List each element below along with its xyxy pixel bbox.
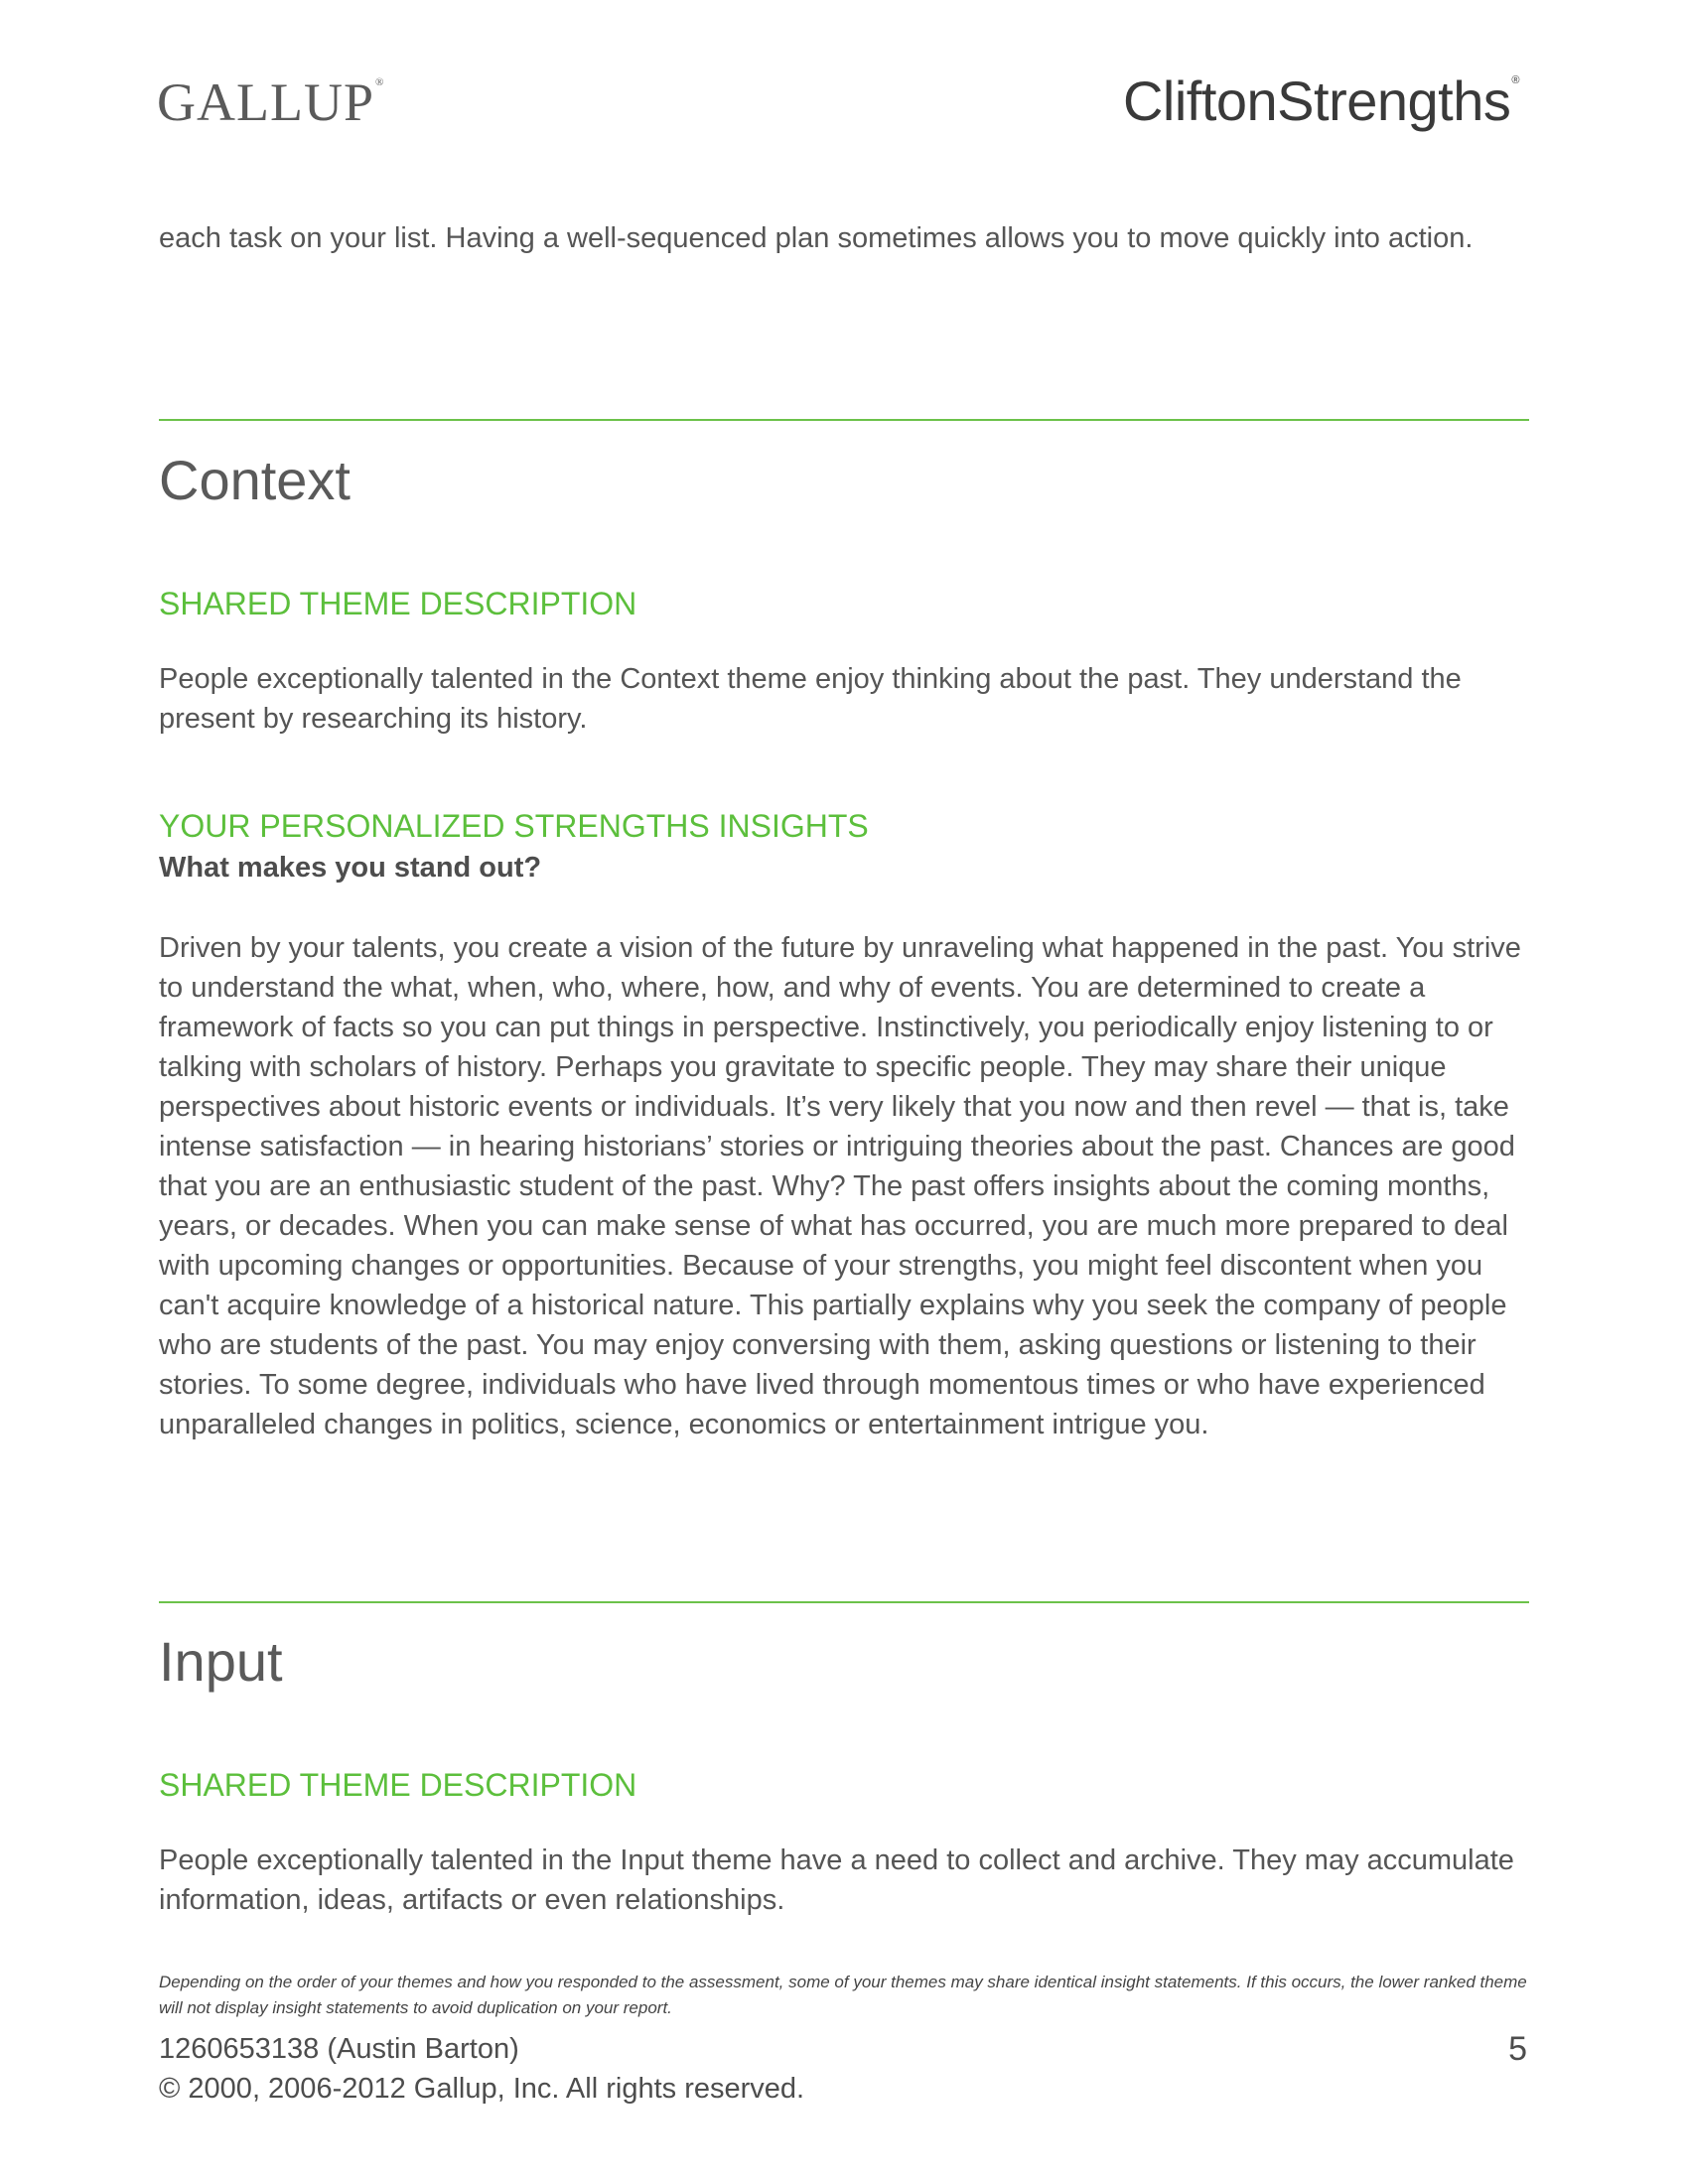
continuation-text: each task on your list. Having a well-sequenced plan sometimes allows you to move quickly into action.	[159, 222, 1474, 254]
page-number: 5	[1508, 2030, 1527, 2068]
context-shared-heading: SHARED THEME DESCRIPTION	[159, 586, 637, 621]
footnote: Depending on the order of your themes and how you responded to the assessment, some of your themes may share identical insight statements. If this occurs, the lower ranked theme will not display insight statements to avoid duplication on your report.	[159, 1973, 1527, 2017]
input-shared-text: People exceptionally talented in the Input theme have a need to collect and archive. They may accumulate information, ideas, artifacts or even relationships.	[159, 1844, 1514, 1916]
cliftonstrengths-logo: CliftonStrengths®	[1122, 69, 1519, 132]
input-shared-heading: SHARED THEME DESCRIPTION	[159, 1767, 637, 1803]
footer-user-id: 1260653138 (Austin Barton)	[159, 2033, 519, 2065]
context-question: What makes you stand out?	[159, 852, 542, 884]
context-title: Context	[159, 449, 351, 511]
input-title: Input	[159, 1630, 283, 1693]
footer-copyright: © 2000, 2006-2012 Gallup, Inc. All rights reserved.	[159, 2073, 805, 2105]
gallup-logo: GALLUP®	[157, 72, 385, 132]
context-insights-text: Driven by your talents, you create a vision of the future by unraveling what happened in the past. You strive to understand the what, when, who, where, how, and why of events. You are determined to create a framework of facts so you can put things in perspective. Instinctively, you periodically enjoy listening to or talking with scholars of history. Perhaps you gravitate to specific people. They may share their unique perspectives about historic events or individuals. It’s very likely that you now and then revel — that is, take intense satisfaction — in hearing historians’ stories or intriguing theories about the past. Chances are good that you are an enthusiastic student of the past. Why? The past offers insights about the coming months, years, or decades. When you can make sense of what has occurred, you are much more prepared to deal with upcoming changes or opportunities. Because of your strengths, you might feel discontent when you can't acquire knowledge of a historical nature. This partially explains why you seek the company of people who are students of the past. You may enjoy conversing with them, asking questions or listening to their stories. To some degree, individuals who have lived through momentous times or who have experienced unparalleled changes in politics, science, economics or entertainment intrigue you.	[159, 932, 1521, 1440]
context-shared-text: People exceptionally talented in the Context theme enjoy thinking about the past. They understand the present by researching its history.	[159, 663, 1462, 735]
section-divider	[159, 1601, 1529, 1603]
section-divider	[159, 419, 1529, 421]
context-insights-heading: YOUR PERSONALIZED STRENGTHS INSIGHTS	[159, 808, 869, 844]
